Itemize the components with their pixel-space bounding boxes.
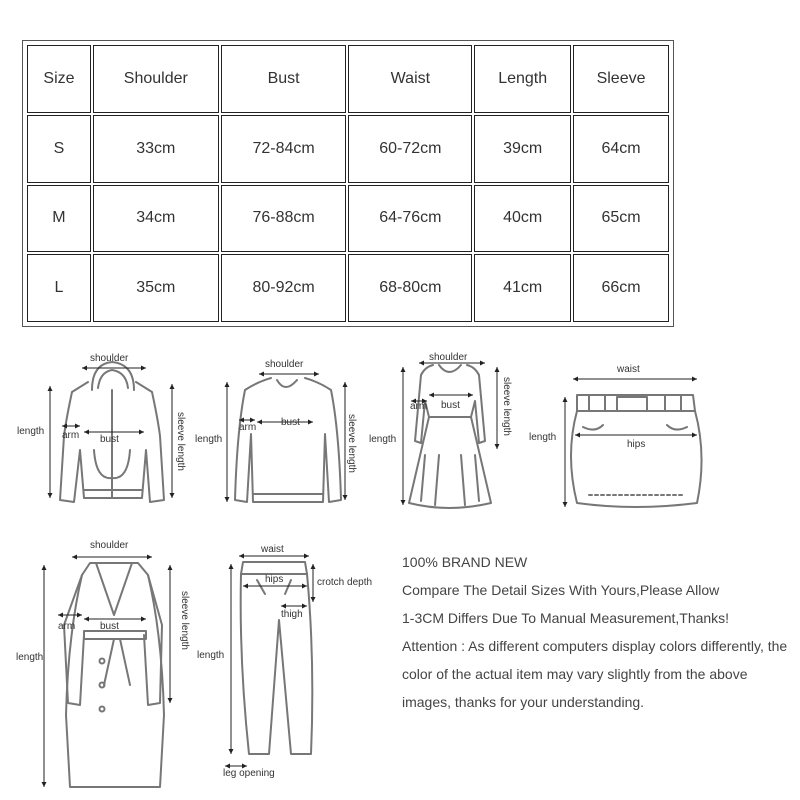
coat-shoulder-label: shoulder <box>90 540 129 551</box>
header-sleeve: Sleeve <box>573 45 669 113</box>
header-size: Size <box>27 45 91 113</box>
cell-shoulder: 35cm <box>93 254 219 322</box>
cell-waist: 64-76cm <box>348 185 472 253</box>
table-header-row <box>27 45 669 113</box>
skirt-waist-label: waist <box>617 364 640 375</box>
pants-diagram <box>195 540 390 790</box>
cell-bust: 72-84cm <box>221 115 347 183</box>
hoodie-sleeve-label: sleeve length <box>175 412 186 471</box>
header-shoulder: Shoulder <box>93 45 219 113</box>
pants-waist-label: waist <box>261 544 284 555</box>
cell-shoulder: 34cm <box>93 185 219 253</box>
cell-size: M <box>27 185 91 253</box>
dress-shoulder-label: shoulder <box>429 352 468 363</box>
header-length: Length <box>474 45 571 113</box>
cell-size: S <box>27 115 91 183</box>
sweater-arm-label: arm <box>239 422 257 433</box>
brand-new-note: 100% BRAND NEW <box>402 554 528 570</box>
hoodie-arm-label: arm <box>62 430 80 441</box>
pants-crotch-label: crotch depth <box>317 577 373 588</box>
cell-sleeve: 64cm <box>573 115 669 183</box>
sweater-diagram <box>195 350 380 520</box>
cell-sleeve: 66cm <box>573 254 669 322</box>
cell-waist: 68-80cm <box>348 254 472 322</box>
dress-sleeve-label: sleeve length <box>501 377 512 436</box>
header-bust: Bust <box>221 45 347 113</box>
pants-length-label: length <box>197 650 225 661</box>
skirt-hips-label: hips <box>627 439 646 450</box>
header-waist: Waist <box>348 45 472 113</box>
cell-length: 39cm <box>474 115 571 183</box>
sweater-length-label: length <box>195 434 223 445</box>
dress-bust-label: bust <box>441 400 460 411</box>
hoodie-diagram <box>0 340 200 520</box>
coat-arm-label: arm <box>58 621 76 632</box>
coat-length-label: length <box>16 652 44 663</box>
skirt-length-label: length <box>529 432 557 443</box>
pants-leg-opening-label: leg opening <box>223 768 275 779</box>
coat-icon <box>10 535 205 795</box>
table-row <box>27 185 669 253</box>
measurement-note: 1-3CM Differs Due To Manual Measurement,Thanks! <box>402 610 730 626</box>
compare-sizes-note: Compare The Detail Sizes With Yours,Please Allow <box>402 582 720 598</box>
hoodie-shoulder-label: shoulder <box>90 353 129 364</box>
dress-diagram <box>365 345 535 520</box>
sweater-bust-label: bust <box>281 417 300 428</box>
table-row <box>27 254 669 322</box>
dress-length-label: length <box>369 434 397 445</box>
sweater-shoulder-label: shoulder <box>265 359 304 370</box>
cell-waist: 60-72cm <box>348 115 472 183</box>
pants-thigh-label: thigh <box>281 609 303 620</box>
coat-sleeve-label: sleeve length <box>179 591 190 650</box>
cell-bust: 80-92cm <box>221 254 347 322</box>
cell-length: 40cm <box>474 185 571 253</box>
skirt-diagram <box>525 355 715 515</box>
dress-arm-label: arm <box>410 401 428 412</box>
sweater-sleeve-label: sleeve length <box>346 414 357 473</box>
cell-sleeve: 65cm <box>573 185 669 253</box>
color-attention-note: Attention : As different computers display colors differently, the color of the actual item may vary slightly from the above images, thanks for your understanding. <box>402 638 788 710</box>
hoodie-bust-label: bust <box>100 434 119 445</box>
size-chart-table <box>22 40 674 327</box>
pants-hips-label: hips <box>265 574 284 585</box>
product-notes <box>402 548 794 716</box>
cell-bust: 76-88cm <box>221 185 347 253</box>
table-row <box>27 115 669 183</box>
hoodie-length-label: length <box>17 426 45 437</box>
cell-length: 41cm <box>474 254 571 322</box>
cell-shoulder: 33cm <box>93 115 219 183</box>
cell-size: L <box>27 254 91 322</box>
coat-bust-label: bust <box>100 621 119 632</box>
coat-diagram <box>10 535 205 795</box>
